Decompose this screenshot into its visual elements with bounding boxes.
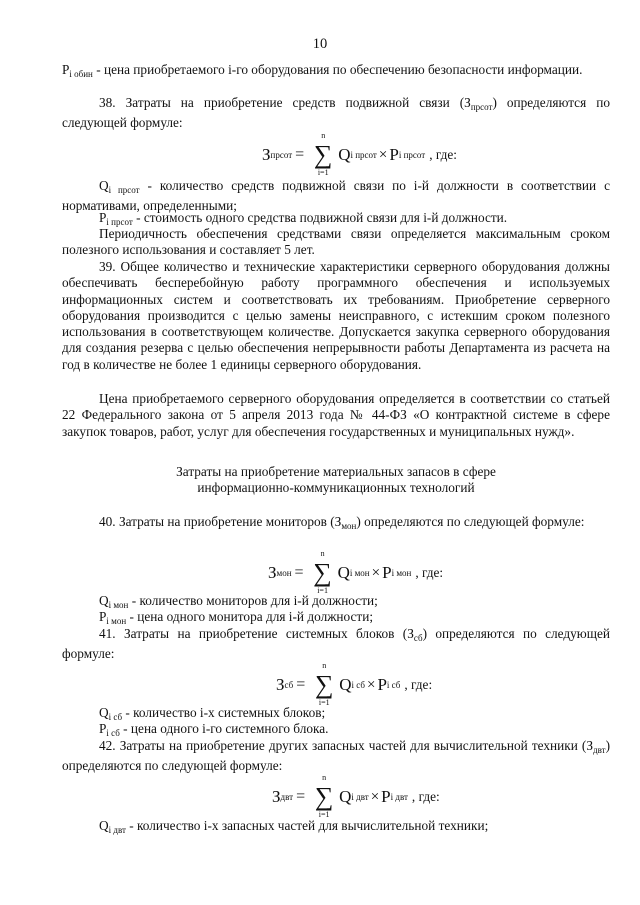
sum-sign: ∑ n i=1 [313,549,332,595]
formula-dvt: З двт = ∑ n i=1 Q i двт × P i двт , где: [272,773,440,819]
paragraph-38: 38. Затраты на приобретение средств подвижной связи $(З_{прсот})$ определяются по следующей формуле: [62,95,610,131]
sum-sign: ∑ n i=1 [314,773,334,819]
paragraph-q-dvt: $Q_{i двт}$ - количество i-х запасных частей для вычислительной техники; [99,818,489,835]
paragraph-q-prsot: $Q_{i прсот}$ - количество средств подвижной связи по i-й должности в соответствии с нормативами, определенными; [62,178,610,214]
sum-sign: ∑ n i=1 [314,661,334,707]
paragraph-q-sb: $Q_{i сб}$ - количество i-х системных блоков; [99,705,326,722]
paragraph-p-mon: $P_{i мон}$ - цена одного монитора для i-й должности; [99,609,374,626]
formula-sb: З сб = ∑ n i=1 Q i сб × P i сб , где: [276,661,433,707]
paragraph-p-sb: $P_{i сб}$ - цена одного i-го системного блока. [99,721,329,738]
paragraph-39: 39. Общее количество и технические характеристики серверного оборудования должны обеспечивать бесперебойную работу программного обеспечения и используемых информационных систем и соответствовать их требованиям. Приобретение серверного оборудования производится с целью замены неисправного, с истекшим сроком полезного использования в соответствующем количестве. Допускается закупка серверного оборудования для создания резерва с целью обеспечения непрерывности работы Департамента из расчета на год в количестве не более 1 единицы серверного оборудования. [62,259,610,372]
page-number: 10 [312,36,328,52]
paragraph-periodicity: Периодичность обеспечения средствами связи определяется максимальным сроком полезного использования и составляет 5 лет. [62,226,610,258]
formula-prsot: З прсот = ∑ n i=1 Q i прсот × P i прсот , где: [262,131,458,177]
paragraph-40: 40. Затраты на приобретение мониторов $(З_{мон})$ определяются по следующей формуле: [99,514,585,531]
paragraph-p-obin: $P_{i обин}$ - цена приобретаемого i-го оборудования по обеспечению безопасности информации. [62,62,583,79]
paragraph-41: 41. Затраты на приобретение системных блоков $(З_{сб})$ определяются по следующей формуле: [62,626,610,662]
paragraph-p-prsot: $P_{i прсот}$ - стоимость одного средства подвижной связи для i-й должности. [99,210,508,227]
paragraph-q-mon: $Q_{i мон}$ - количество мониторов для i-й должности; [99,593,378,610]
paragraph-42: 42. Затраты на приобретение других запасных частей для вычислительной техники $(З_{двт})$ определяются по следующей формуле: [62,738,610,774]
formula-mon: З мон = ∑ n i=1 Q i мон × P i мон , где: [268,549,444,595]
sum-sign: ∑ n i=1 [313,131,333,177]
section-heading: Затраты на приобретение материальных запасов в сфере информационно-коммуникационных технологий [176,464,496,496]
paragraph-server-price: Цена приобретаемого серверного оборудования определяется в соответствии со статьей 22 Федерального закона от 5 апреля 2013 года № 44-ФЗ «О контрактной системе в сфере закупок товаров, работ, услуг для обеспечения государственных и муниципальных нужд». [62,391,610,439]
